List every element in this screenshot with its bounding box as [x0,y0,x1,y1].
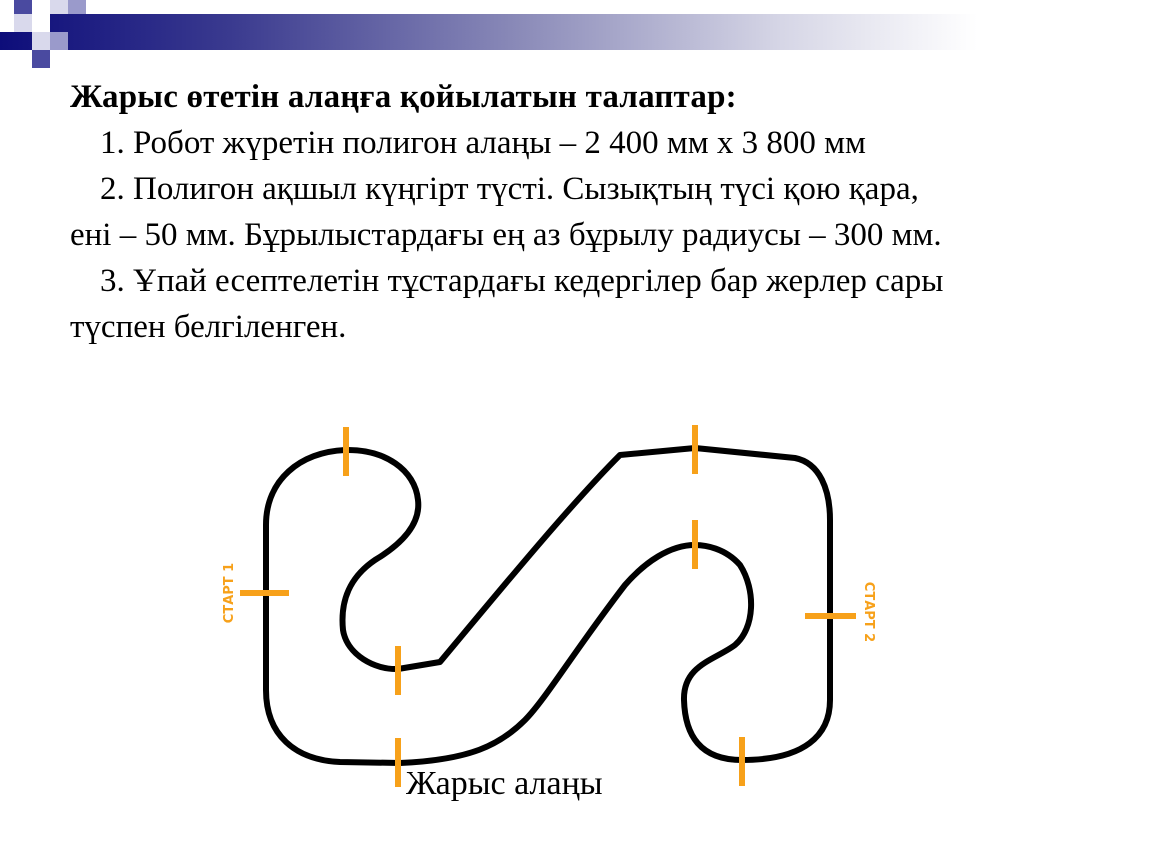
list-item: 3. Ұпай есептелетін тұстардағы кедергілер бар жерлер сары [100,263,944,299]
list-item: 1. Робот жүретін полигон алаңы – 2 400 мм х 3 800 мм [100,125,866,161]
list-item-continuation: түспен белгіленген. [70,309,347,345]
checkpoint-markers [240,425,856,787]
list-item: 2. Полигон ақшыл күңгірт түсті. Сызықтың түсі қою қара, [100,171,919,207]
page-title: Жарыс өтетін алаңға қойылатын талаптар: [70,79,737,115]
start-2-label: СТАРТ 2 [861,581,876,643]
track-line [266,448,830,763]
list-item-continuation: ені – 50 мм. Бұрылыстардағы ең аз бұрылу радиусы – 300 мм. [70,217,942,253]
diagram-caption: Жарыс алаңы [406,765,603,802]
start-1-label: СТАРТ 1 [222,562,237,624]
